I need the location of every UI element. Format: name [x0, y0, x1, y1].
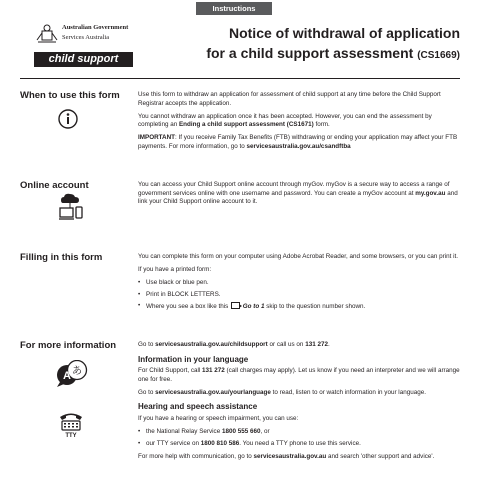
- lang-p2-text: Go to: [138, 388, 156, 396]
- important-label: IMPORTANT: [138, 134, 175, 142]
- cs1671-form-name: Ending a child support assessment (CS1671): [178, 121, 314, 129]
- when-p1: Use this form to withdraw an application for assessment of child support at any time before the Child Support Registrar accepts the application.: [138, 91, 441, 107]
- header-divider: [20, 78, 460, 79]
- bullet3-text: Where you see a box like this: [146, 303, 229, 311]
- when-p2-text: You cannot withdraw an application once it has been accepted. However, you can end the assessment by completing an: [138, 112, 432, 129]
- lang-p2-end: to read, listen to or watch information in your language.: [270, 388, 426, 396]
- hearing-list: [138, 428, 460, 448]
- lang-icon-a: A: [63, 370, 71, 382]
- devices-cloud-icon: [57, 193, 85, 223]
- lang-p1-text: For Child Support, call: [138, 367, 203, 375]
- hb2-end: . You need a TTY phone to use this service.: [239, 439, 361, 447]
- more-p1-end: .: [327, 341, 330, 348]
- gov-line2: Services Australia: [62, 34, 110, 41]
- final-p: [138, 453, 460, 462]
- final-text: For more help with communication, go to: [138, 452, 254, 460]
- when-p3: [138, 134, 460, 151]
- hearing-p1: If you have a hearing or speech impairment, you can use:: [138, 415, 299, 423]
- heading-filling: Filling in this form: [20, 252, 103, 263]
- childsupport-link[interactable]: servicesaustralia.gov.au/childsupport: [155, 341, 268, 348]
- section-more: [138, 341, 460, 466]
- heading-more: For more information: [20, 340, 117, 351]
- goto-box-icon: [231, 302, 240, 309]
- language-heading: Information in your language: [138, 354, 249, 364]
- heading-online: Online account: [20, 180, 89, 191]
- section-filling: [138, 253, 460, 316]
- lang-phone: 131 272: [202, 367, 225, 375]
- hearing-heading: Hearing and speech assistance: [138, 402, 258, 412]
- filling-list: [138, 279, 460, 312]
- online-p1: [138, 181, 460, 207]
- more-p1-text: Go to: [138, 341, 156, 348]
- filling-bullet-2: • Print in BLOCK LETTERS.: [138, 291, 460, 300]
- instructions-tab: Instructions: [196, 2, 272, 15]
- phone-131272: 131 272: [305, 341, 328, 348]
- heading-when: When to use this form: [20, 90, 120, 101]
- when-p2-end: form.: [313, 121, 330, 129]
- lang-p2: [138, 389, 460, 398]
- tty-phone-icon: [58, 410, 84, 438]
- mygov-link[interactable]: my.gov.au: [415, 189, 446, 197]
- csandftba-link[interactable]: servicesaustralia.gov.au/csandftba: [246, 142, 351, 150]
- online-p1-text: You can access your Child Support online account through myGov. myGov is a secure way to access a range of government services online with one username and password. You can create a myGov account at: [138, 181, 450, 197]
- hb1-end: , or: [260, 428, 270, 436]
- when-p2: [138, 113, 460, 130]
- tty-label: TTY: [65, 433, 77, 438]
- hb1-text: the National Relay Service: [146, 428, 222, 436]
- section-online: [138, 181, 460, 211]
- lang-p1-end: (call charges may apply). Let us know if you need an interpreter and we will arrange one for free.: [138, 367, 460, 383]
- lang-icon-b: あ: [72, 366, 82, 377]
- more-p1: [138, 341, 460, 350]
- gov-line1: Australian Government: [62, 24, 129, 31]
- lang-p1: [138, 367, 460, 384]
- page-title-line1: Notice of withdrawal of application: [228, 25, 460, 41]
- title-text: for a child support assessment: [206, 45, 414, 61]
- hb2-text: our TTY service on: [146, 439, 201, 447]
- hearing-bullet-1: [138, 428, 460, 437]
- filling-p1: You can complete this form on your computer using Adobe Acrobat Reader, and some browsers, or you can print it.: [138, 253, 459, 260]
- filling-bullet-3: [138, 302, 460, 312]
- section-when: [138, 91, 460, 156]
- form-code: (CS1669): [417, 50, 460, 61]
- goto-label: Go to 1: [242, 303, 265, 311]
- tty-phone: 1800 810 586: [200, 439, 240, 447]
- servicesaustralia-link[interactable]: servicesaustralia.gov.au: [253, 452, 327, 460]
- yourlanguage-link[interactable]: servicesaustralia.gov.au/yourlanguage: [155, 388, 271, 396]
- online-p1-end: and link your Child Support online account to it.: [138, 189, 458, 206]
- filling-p2: If you have a printed form:: [138, 266, 212, 274]
- final-end: and search 'other support and advice'.: [326, 452, 435, 460]
- hearing-bullet-2: [138, 440, 460, 449]
- nrs-phone: 1800 555 660: [221, 428, 261, 436]
- when-p3-text: : If you receive Family Tax Benefits (FTB) withdrawing or ending your application may affect your FTB payments. For more information, go to: [138, 134, 458, 150]
- coat-of-arms-icon: [36, 22, 58, 44]
- brand-badge: child support: [34, 52, 133, 67]
- filling-bullet-1: • Use black or blue pen.: [138, 279, 460, 288]
- language-icon: [56, 360, 88, 388]
- info-icon: [58, 108, 78, 130]
- bullet3-end: skip to the question number shown.: [266, 303, 366, 311]
- page-title-line2: [206, 45, 460, 61]
- more-p1-mid: or call us on: [267, 341, 306, 348]
